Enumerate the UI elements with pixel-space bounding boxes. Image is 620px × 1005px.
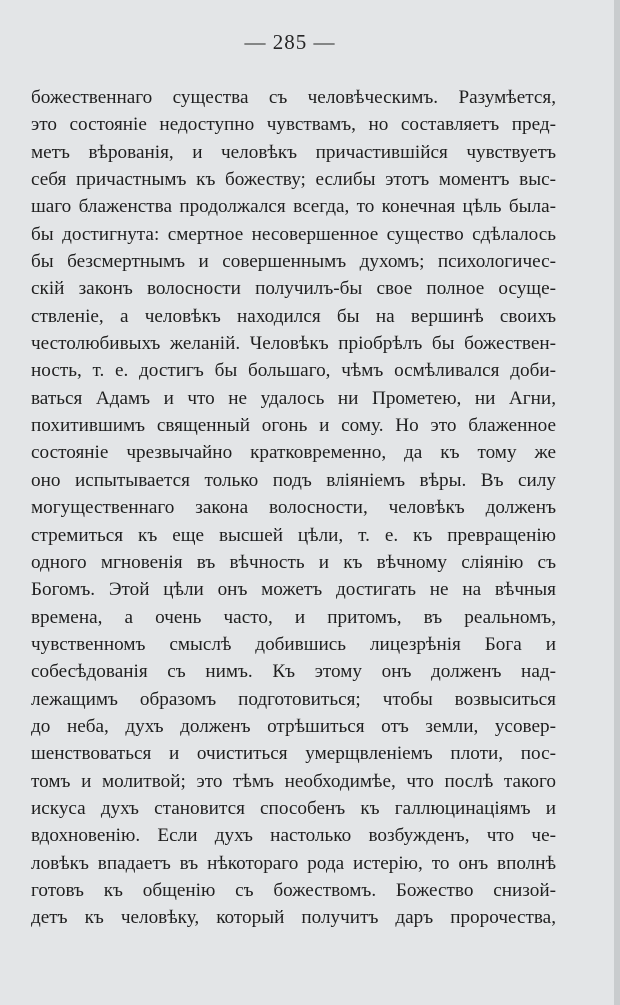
text-line: вдохновенію. Если духъ настолько возбужденъ, что че-	[31, 825, 556, 847]
text-line: бы безсмертнымъ и совершеннымъ духомъ; психологичес-	[31, 251, 556, 273]
text-line: себя причастнымъ къ божеству; еслибы этотъ моментъ выс-	[31, 169, 556, 191]
text-line: лежащимъ образомъ подготовиться; чтобы возвыситься	[31, 688, 556, 710]
text-line: стремиться къ еще высшей цѣли, т. е. къ превращенію	[31, 524, 556, 546]
body-text	[31, 84, 556, 932]
text-line: ловѣкъ впадаетъ въ нѣкотораго рода истерію, то онъ вполнѣ	[31, 852, 556, 874]
text-line: честолюбивыхъ желаній. Человѣкъ пріобрѣлъ бы божествен-	[31, 333, 556, 355]
text-line: скій законъ волосности получилъ-бы свое полное осуще-	[31, 278, 556, 300]
text-line: томъ и молитвой; это тѣмъ необходимѣе, что послѣ такого	[31, 770, 556, 792]
text-line: бы достигнута: смертное несовершенное существо сдѣлалось	[31, 223, 556, 245]
text-line: ность, т. е. достигъ бы большаго, чѣмъ осмѣливался доби-	[31, 360, 556, 382]
text-line: до неба, духъ долженъ отрѣшиться отъ земли, усовер-	[31, 715, 556, 737]
text-line: времена, а очень часто, и притомъ, въ реальномъ,	[31, 606, 556, 628]
text-line: состояніе чрезвычайно кратковременно, да къ тому же	[31, 442, 556, 464]
text-line: готовъ къ общенію съ божествомъ. Божество снизой-	[31, 879, 556, 901]
text-line: ваться Адамъ и что не удалось ни Прометею, ни Агни,	[31, 387, 556, 409]
text-line: похитившимъ священный огонь и сому. Но это блаженное	[31, 415, 556, 437]
text-line: божественнаго существа съ человѣческимъ. Разумѣется,	[31, 87, 556, 108]
text-line: Богомъ. Этой цѣли онъ можетъ достигать не на вѣчныя	[31, 579, 556, 601]
page-edge-shadow	[614, 0, 620, 1005]
text-line: это состояніе недоступно чувствамъ, но составляетъ пред-	[31, 114, 556, 136]
text-line: собесѣдованія съ нимъ. Къ этому онъ долженъ над-	[31, 661, 556, 683]
text-line: искуса духъ становится способенъ къ галлюцинаціямъ и	[31, 797, 556, 819]
text-line: одного мгновенія въ вѣчность и къ вѣчному слiянію съ	[31, 551, 556, 573]
text-line: чувственномъ смыслѣ добившись лицезрѣнія Бога и	[31, 633, 556, 655]
text-line: могущественнаго закона волосности, человѣкъ долженъ	[31, 497, 556, 519]
text-line: оно испытывается только подъ вліяніемъ вѣры. Въ силу	[31, 469, 556, 491]
text-line: шаго блаженства продолжался всегда, то конечная цѣль была-	[31, 196, 556, 218]
page-number: — 285 —	[244, 30, 336, 54]
text-line: метъ вѣрованія, и человѣкъ причастившійся чувствуетъ	[31, 141, 556, 163]
text-line: шенствоваться и очиститься умерщвленіемъ плоти, пос-	[31, 743, 556, 765]
text-line: детъ къ человѣку, который получитъ даръ пророчества,	[31, 907, 556, 929]
text-line: ствленіе, а человѣкъ находился бы на вершинѣ своихъ	[31, 305, 556, 327]
